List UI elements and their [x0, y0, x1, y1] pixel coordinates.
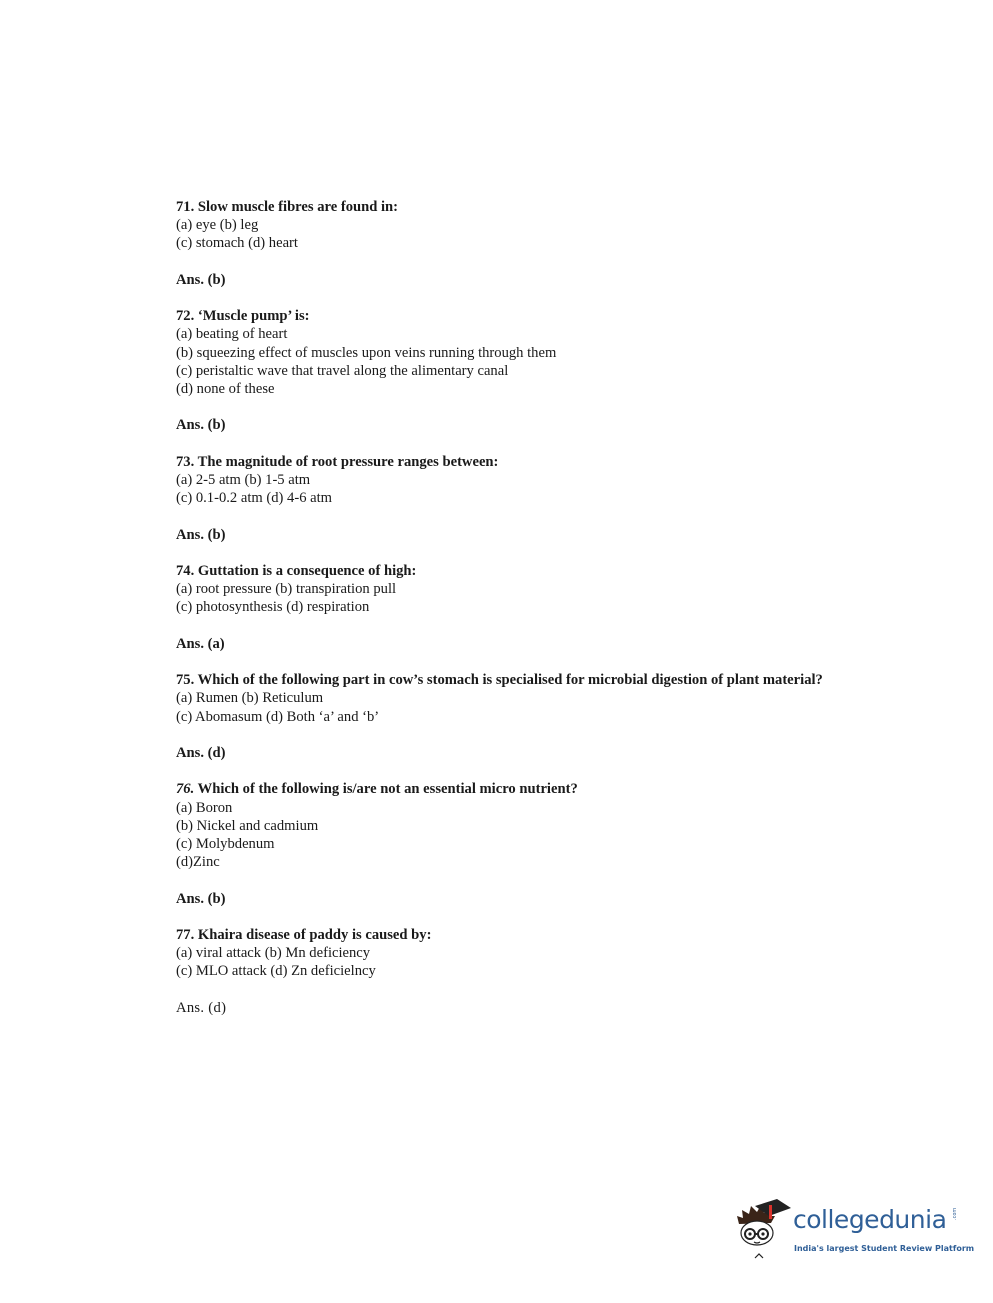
logo-tagline: India's largest Student Review Platform: [794, 1244, 975, 1253]
option-line: (c) photosynthesis (d) respiration: [176, 599, 370, 616]
answer-75: Ans. (d): [176, 744, 226, 761]
answer-71: Ans. (b): [176, 271, 226, 288]
question-77: [176, 926, 826, 981]
question-title: 74. Guttation is a consequence of high:: [176, 562, 417, 579]
question-title: 75. Which of the following part in cow’s stomach is specialised for microbial digestion of plant material?: [176, 672, 823, 689]
answer-72: Ans. (b): [176, 417, 226, 434]
question-71: [176, 198, 826, 253]
option-line: (d) none of these: [176, 381, 275, 397]
option-line: (b) squeezing effect of muscles upon veins running through them: [176, 344, 557, 361]
question-title: [176, 780, 826, 798]
option-line: (a) viral attack (b) Mn deficiency: [176, 945, 371, 962]
question-title: 77. Khaira disease of paddy is caused by:: [176, 926, 432, 943]
option-line: (b) Nickel and cadmium: [176, 817, 319, 834]
mascot-icon: [733, 1196, 793, 1266]
answer-76: Ans. (b): [176, 890, 226, 907]
answer-77: Ans. (d): [176, 999, 227, 1016]
question-72: [176, 307, 826, 398]
option-line: (d)Zinc: [176, 854, 220, 871]
question-text: Which of the following is/are not an essential micro nutrient?: [194, 781, 578, 798]
answer-73: Ans. (b): [176, 526, 226, 543]
question-74: [176, 562, 826, 617]
option-line: (a) eye (b) leg: [176, 217, 259, 234]
option-line: (a) root pressure (b) transpiration pull: [176, 581, 397, 598]
question-76: [176, 780, 826, 871]
option-line: (c) stomach (d) heart: [176, 235, 298, 252]
option-line: (a) Boron: [176, 799, 233, 816]
collegedunia-logo: [733, 1196, 975, 1266]
option-line: (a) beating of heart: [176, 326, 288, 343]
option-line: (c) Molybdenum: [176, 835, 275, 852]
question-title: 72. ‘Muscle pump’ is:: [176, 308, 310, 325]
logo-wordmark: collegedunia: [793, 1205, 947, 1234]
option-line: (c) MLO attack (d) Zn deficielncy: [176, 963, 376, 980]
question-73: [176, 453, 826, 508]
option-line: (c) 0.1-0.2 atm (d) 4-6 atm: [176, 490, 333, 507]
question-number: 76.: [176, 781, 195, 798]
answer-74: Ans. (a): [176, 635, 225, 652]
option-line: (c) peristaltic wave that travel along the alimentary canal: [176, 362, 509, 379]
question-title: 71. Slow muscle fibres are found in:: [176, 199, 399, 215]
logo-suffix: .com: [952, 1207, 958, 1220]
option-line: (c) Abomasum (d) Both ‘a’ and ‘b’: [176, 708, 380, 725]
question-sheet: [176, 198, 826, 1035]
question-75: [176, 671, 826, 726]
option-line: (a) Rumen (b) Reticulum: [176, 690, 324, 707]
option-line: (a) 2-5 atm (b) 1-5 atm: [176, 471, 311, 488]
question-title: 73. The magnitude of root pressure ranges between:: [176, 453, 499, 470]
